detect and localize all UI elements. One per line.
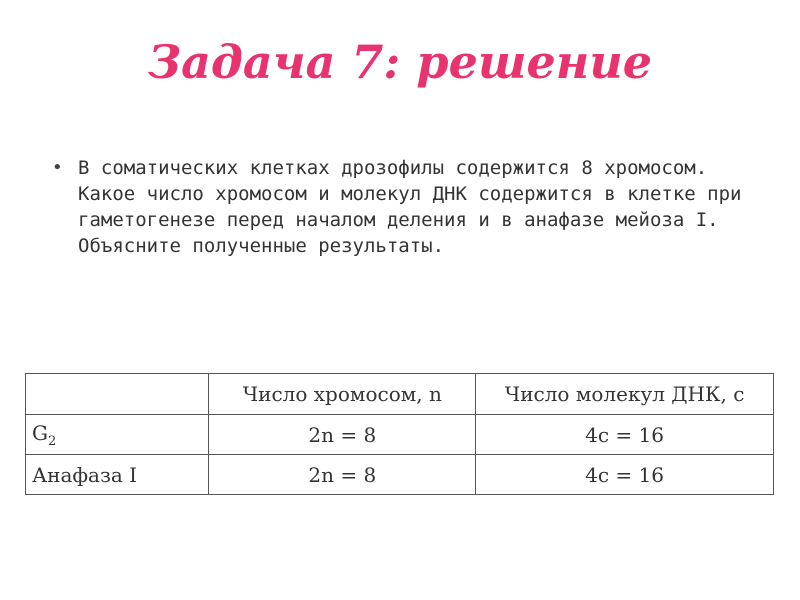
row-label-anaphase: Анафаза I	[26, 455, 209, 495]
task-text: В соматических клетках дрозофилы содержится 8 хромосом. Какое число хромосом и молекул ДНК содержится в клетке при гаметогенезе перед началом деления и в анафазе мейоза I. Объясните полученные результаты.	[78, 157, 742, 257]
table-row	[26, 415, 774, 455]
bullet-dot-icon: •	[52, 157, 63, 178]
header-cell-empty	[26, 374, 209, 415]
slide-title: Задача 7: решение	[147, 35, 653, 89]
table-header-row	[26, 374, 774, 415]
header-cell-chromosomes: Число хромосом, n	[209, 374, 476, 415]
row-label-g2	[26, 415, 209, 455]
row-label-main: G	[32, 420, 48, 445]
table-row	[26, 455, 774, 495]
cell-dna: 4c = 16	[476, 455, 774, 495]
cell-dna: 4c = 16	[476, 415, 774, 455]
header-cell-dna: Число молекул ДНК, c	[476, 374, 774, 415]
results-table	[25, 373, 774, 495]
row-label-subscript: 2	[47, 433, 57, 449]
cell-chromosomes: 2n = 8	[209, 415, 476, 455]
cell-chromosomes: 2n = 8	[209, 455, 476, 495]
bullet-item	[52, 155, 742, 259]
